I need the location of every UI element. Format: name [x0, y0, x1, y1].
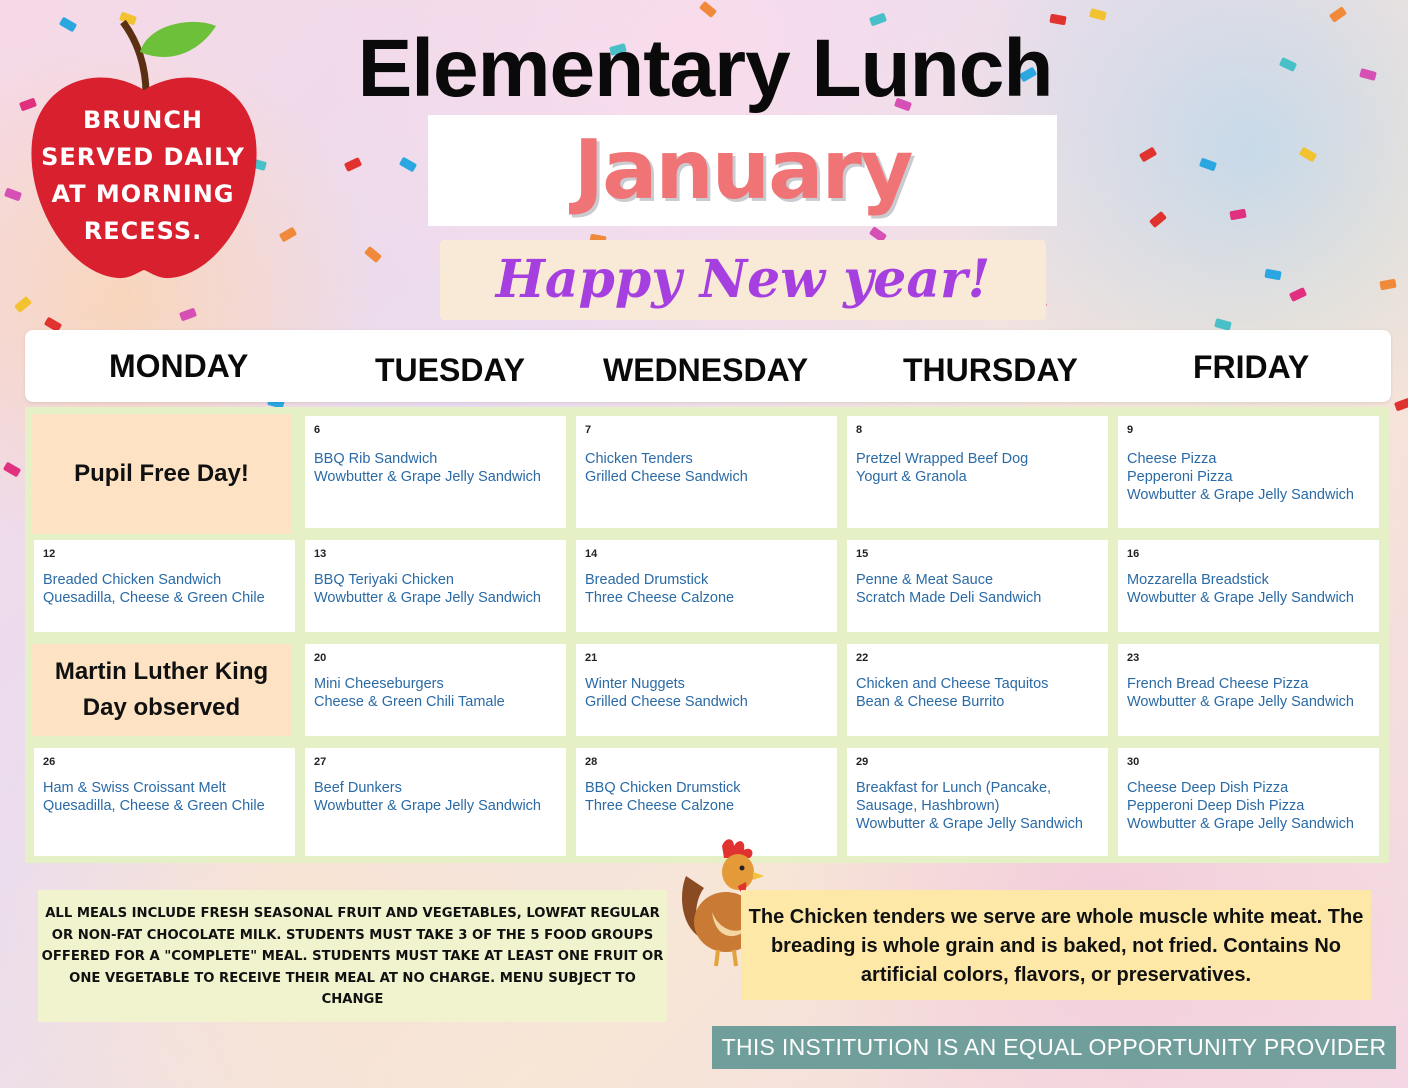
day-cell: [34, 540, 295, 632]
day-cell: [576, 644, 837, 736]
special-day-cell: [32, 644, 291, 736]
menu-item: Wowbutter & Grape Jelly Sandwich: [314, 798, 542, 814]
confetti-piece: [344, 157, 362, 172]
menu-item: Wowbutter & Grape Jelly Sandwich: [1127, 816, 1355, 832]
confetti-piece: [4, 188, 22, 202]
day-cell: [34, 748, 295, 856]
day-cell: [1118, 644, 1379, 736]
day-number: 28: [585, 756, 598, 768]
day-number: 13: [314, 548, 327, 560]
apple-text-line: BRUNCH: [82, 106, 204, 134]
menu-item: BBQ Chicken Drumstick: [585, 780, 741, 796]
menu-item: Wowbutter & Grape Jelly Sandwich: [856, 816, 1084, 832]
special-day-text: Martin Luther King: [54, 658, 269, 685]
confetti-piece: [699, 1, 717, 18]
menu-item: Breaded Chicken Sandwich: [43, 572, 222, 588]
day-tuesday: TUESDAY: [375, 352, 525, 388]
menu-item: Pepperoni Deep Dish Pizza: [1127, 798, 1305, 814]
day-number: 26: [43, 756, 56, 768]
day-cell: [1118, 416, 1379, 528]
menu-item: Quesadilla, Cheese & Green Chile: [43, 798, 265, 814]
menu-items: [585, 675, 831, 711]
day-cell: [576, 540, 837, 632]
day-cell: [847, 540, 1108, 632]
menu-item: Winter Nuggets: [585, 676, 685, 692]
month-label: January: [573, 123, 912, 218]
menu-item: Beef Dunkers: [314, 780, 402, 796]
menu-item: Pepperoni Pizza: [1127, 469, 1233, 485]
confetti-piece: [1264, 269, 1281, 281]
day-monday: MONDAY: [109, 348, 249, 384]
day-number: 6: [314, 424, 321, 436]
menu-items: [856, 450, 1102, 486]
page-title: Elementary Lunch: [357, 23, 1053, 114]
menu-item: Three Cheese Calzone: [585, 590, 735, 606]
day-number: 14: [585, 548, 598, 560]
confetti-piece: [1329, 6, 1347, 23]
day-number: 21: [585, 652, 598, 664]
day-number: 23: [1127, 652, 1140, 664]
day-cell: [847, 416, 1108, 528]
menu-items: [585, 779, 831, 815]
confetti-piece: [1359, 68, 1377, 81]
special-day-text: Pupil Free Day!: [74, 460, 249, 487]
confetti-piece: [1379, 279, 1396, 291]
menu-item: BBQ Teriyaki Chicken: [314, 572, 454, 588]
meals-info-note: ALL MEALS INCLUDE FRESH SEASONAL FRUIT AND VEGETABLES, LOWFAT REGULAR OR NON-FAT CHOCOLATE MILK. STUDENTS MUST TAKE 3 OF THE 5 FOOD GROUPS OFFERED FOR A "COMPLETE" MEAL. STUDENTS MUST TAKE AT LEAST ONE FRUIT OR ONE VEGETABLE TO RECEIVE THEIR MEAL AT NO CHARGE. MENU SUBJECT TO CHANGE: [38, 890, 667, 1022]
day-number: 7: [585, 424, 592, 436]
greeting-text: Happy New year!: [495, 249, 991, 310]
day-number: 8: [856, 424, 863, 436]
menu-item: Chicken and Cheese Taquitos: [856, 676, 1049, 692]
day-number: 27: [314, 756, 327, 768]
special-day-cell: [32, 414, 291, 534]
menu-item: Cheese & Green Chili Tamale: [314, 694, 505, 710]
day-cell: [847, 748, 1108, 856]
menu-item: Wowbutter & Grape Jelly Sandwich: [1127, 590, 1355, 606]
menu-item: Ham & Swiss Croissant Melt: [43, 780, 226, 796]
menu-items: [314, 779, 560, 815]
day-cell: [305, 748, 566, 856]
menu-items: [1127, 779, 1373, 833]
menu-item: Yogurt & Granola: [856, 469, 967, 485]
day-number: 29: [856, 756, 869, 768]
menu-item: Pretzel Wrapped Beef Dog: [856, 451, 1029, 467]
menu-item: Wowbutter & Grape Jelly Sandwich: [1127, 694, 1355, 710]
menu-items: [585, 571, 831, 607]
menu-item: Grilled Cheese Sandwich: [585, 694, 748, 710]
menu-item: Penne & Meat Sauce: [856, 572, 994, 588]
confetti-piece: [1199, 158, 1217, 172]
menu-item: Chicken Tenders: [585, 451, 693, 467]
day-cell: [305, 540, 566, 632]
day-thursday: THURSDAY: [903, 352, 1078, 388]
day-number: 15: [856, 548, 869, 560]
confetti-piece: [1139, 147, 1157, 163]
menu-item: Three Cheese Calzone: [585, 798, 735, 814]
menu-items: [1127, 571, 1373, 607]
menu-items: [856, 571, 1102, 607]
day-cell: [576, 416, 837, 528]
menu-item: Wowbutter & Grape Jelly Sandwich: [314, 469, 542, 485]
menu-item: Wowbutter & Grape Jelly Sandwich: [314, 590, 542, 606]
confetti-piece: [399, 157, 417, 173]
day-number: 30: [1127, 756, 1140, 768]
confetti-piece: [3, 462, 21, 478]
confetti-piece: [14, 296, 32, 313]
day-cell: [305, 644, 566, 736]
confetti-piece: [279, 227, 297, 243]
confetti-piece: [1299, 147, 1317, 163]
confetti-piece: [179, 308, 197, 322]
day-number: 20: [314, 652, 327, 664]
day-cell: [1118, 748, 1379, 856]
confetti-piece: [1089, 8, 1107, 21]
menu-items: [856, 675, 1102, 711]
confetti-piece: [1394, 398, 1408, 412]
menu-items: [43, 571, 289, 607]
apple-brunch-text: [40, 102, 246, 250]
day-wednesday: WEDNESDAY: [603, 352, 809, 388]
equal-opportunity-footer: THIS INSTITUTION IS AN EQUAL OPPORTUNITY PROVIDER: [712, 1026, 1396, 1069]
menu-items: [1127, 675, 1373, 711]
apple-text-line: AT MORNING: [51, 180, 235, 208]
menu-item: Breakfast for Lunch (Pancake, Sausage, Hashbrown): [856, 780, 1052, 814]
confetti-piece: [1149, 211, 1167, 228]
day-cell: [1118, 540, 1379, 632]
menu-item: Mozzarella Breadstick: [1127, 572, 1269, 588]
day-number: 16: [1127, 548, 1140, 560]
menu-items: [314, 675, 560, 711]
menu-item: BBQ Rib Sandwich: [314, 451, 438, 467]
confetti-piece: [1229, 209, 1246, 221]
menu-items: [43, 779, 289, 815]
menu-item: Bean & Cheese Burrito: [856, 694, 1005, 710]
menu-items: [585, 450, 831, 486]
chicken-info-note: The Chicken tenders we serve are whole muscle white meat. The breading is whole grain and is baked, not fried. Contains No artificial colors, flavors, or preservatives.: [741, 890, 1371, 1000]
confetti-piece: [1279, 57, 1297, 72]
menu-item: Breaded Drumstick: [585, 572, 709, 588]
day-number: 22: [856, 652, 869, 664]
menu-item: Cheese Pizza: [1127, 451, 1217, 467]
menu-items: [314, 450, 560, 486]
day-friday: FRIDAY: [1193, 349, 1310, 385]
day-cell: [847, 644, 1108, 736]
menu-item: French Bread Cheese Pizza: [1127, 676, 1309, 692]
menu-items: [856, 779, 1102, 833]
day-cell: [305, 416, 566, 528]
confetti-piece: [1289, 287, 1307, 302]
menu-item: Wowbutter & Grape Jelly Sandwich: [1127, 487, 1355, 503]
apple-text-line: RECESS.: [83, 217, 203, 245]
menu-item: Quesadilla, Cheese & Green Chile: [43, 590, 265, 606]
apple-text-line: SERVED DAILY: [41, 143, 245, 171]
day-number: 12: [43, 548, 56, 560]
special-day-text: Day observed: [82, 694, 241, 721]
menu-items: [314, 571, 560, 607]
confetti-piece: [364, 246, 382, 263]
menu-items: [1127, 450, 1373, 504]
menu-item: Scratch Made Deli Sandwich: [856, 590, 1042, 606]
menu-item: Cheese Deep Dish Pizza: [1127, 780, 1289, 796]
confetti-piece: [1214, 318, 1232, 331]
day-number: 9: [1127, 424, 1134, 436]
menu-item: Grilled Cheese Sandwich: [585, 469, 748, 485]
menu-item: Mini Cheeseburgers: [314, 676, 444, 692]
